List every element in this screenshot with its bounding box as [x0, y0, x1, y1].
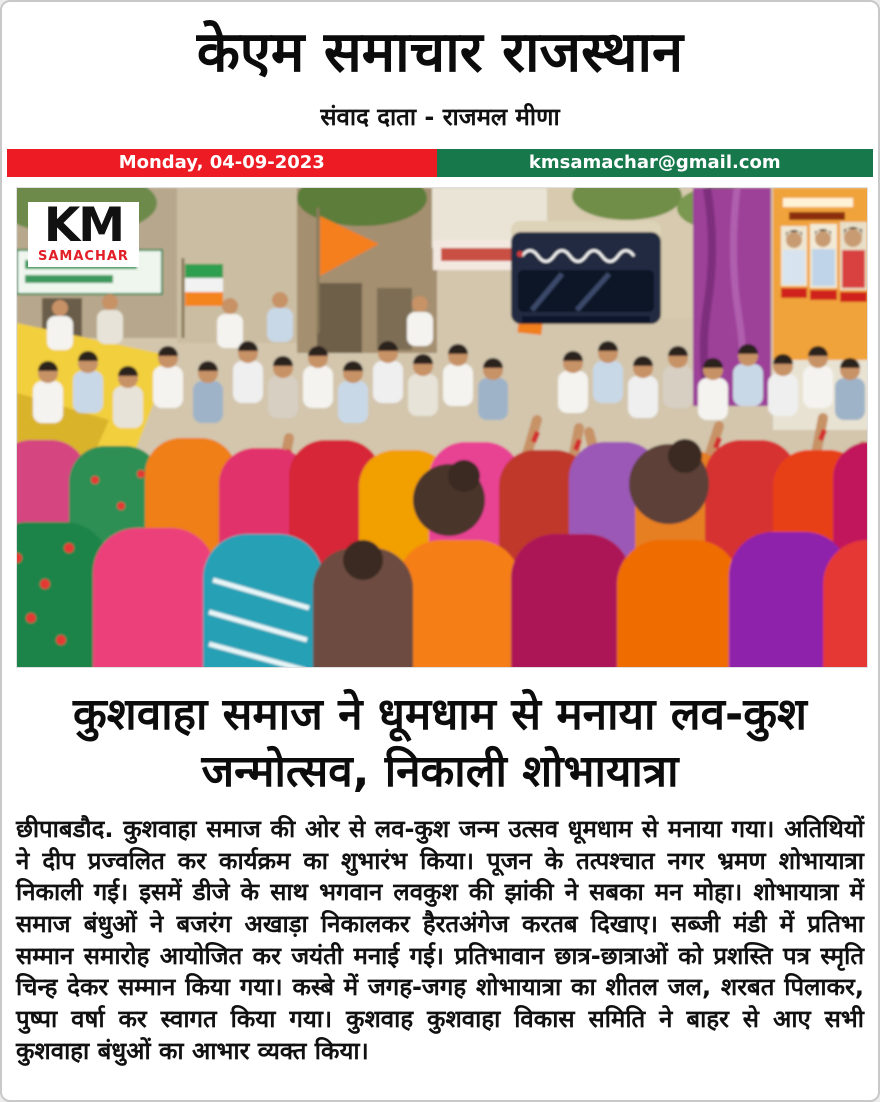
email-banner: [437, 149, 873, 177]
procession-photo-illustration: [17, 188, 868, 668]
article-photo: [16, 187, 868, 668]
article-headline: कुशवाहा समाज ने धूमधाम से मनाया लव-कुश जन्मोत्सव, निकाली शोभायात्रा: [73, 688, 807, 797]
samachar-logo-text: SAMACHAR: [38, 248, 129, 264]
date-text: Monday, 04-09-2023: [118, 152, 325, 174]
date-banner: [7, 149, 437, 177]
correspondent-line: संवाद दाता - राजमल मीणा: [320, 102, 560, 131]
article-body: छीपाबडौद. कुशवाहा समाज की ओर से लव-कुश जन्म उत्सव धूमधाम से मनाया गया। अतिथियों ने दीप प्रज्वलित कर कार्यक्रम का शुभारंभ किया। पूजन के तत्पश्चात नगर भ्रमण शोभायात्रा निकाली गई। इसमें डीजे के साथ भगवान लवकुश की झांकी ने सबका मन मोहा। शोभायात्रा में समाज बंधुओं ने बजरंग अखाड़ा निकालकर हैरतअंगेज करतब दिखाए। सब्जी मंडी में प्रतिभा सम्मान समारोह आयोजित कर जयंती मनाई गई। प्रतिभावान छात्र-छात्राओं को प्रशस्ति पत्र स्मृति चिन्ह देकर सम्मान किया गया। कस्बे में जगह-जगह शोभायात्रा का शीतल जल, शरबत पिलाकर, पुष्पा वर्षा कर स्वागत किया गया। कुशवाह कुशवाहा विकास समिति ने बाहर से आए सभी कुशवाहा बंधुओं का आभार व्यक्त किया।: [16, 814, 864, 1065]
info-bar: [7, 149, 873, 177]
email-text: kmsamachar@gmail.com: [528, 152, 781, 174]
km-logo-text: KM: [43, 197, 124, 253]
km-samachar-logo: [28, 197, 139, 267]
masthead-title: केएम समाचार राजस्थान: [196, 20, 684, 85]
